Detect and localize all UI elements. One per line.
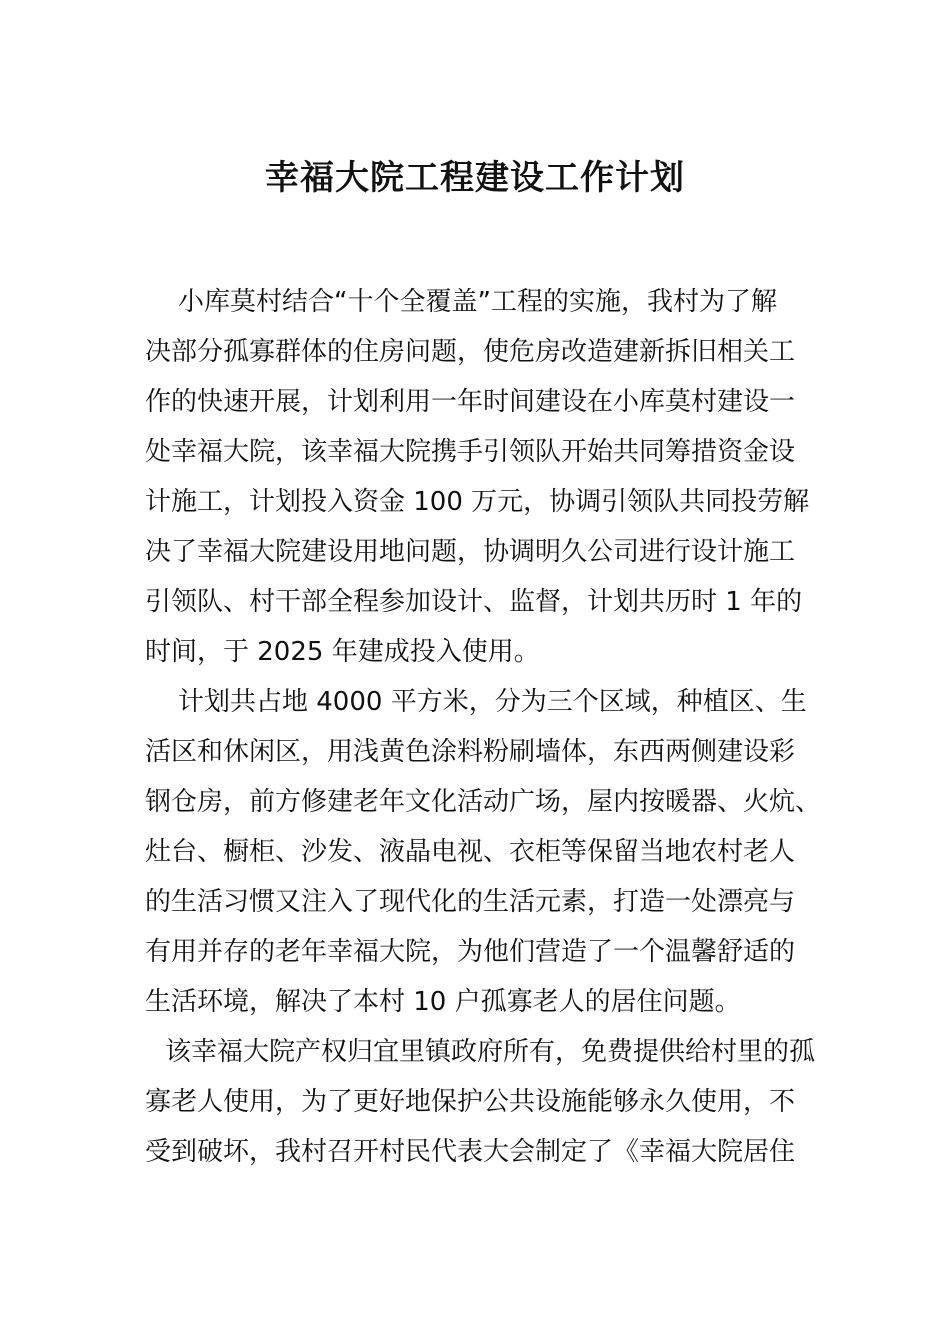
text-line: 计施工，计划投入资金 100 万元，协调引领队共同投劳解 xyxy=(145,487,810,517)
text-line: 引领队、村干部全程参加设计、监督，计划共历时 1 年的 xyxy=(145,587,803,617)
text-line: 的生活习惯又注入了现代化的生活元素，打造一处漂亮与 xyxy=(145,887,796,917)
text-line: 钢仓房，前方修建老年文化活动广场，屋内按暖器、火炕、 xyxy=(145,787,822,817)
text-line: 作的快速开展，计划利用一年时间建设在小库莫村建设一 xyxy=(145,387,796,417)
text-line: 处幸福大院，该幸福大院携手引领队开始共同筹措资金设 xyxy=(145,437,796,467)
text-line: 灶台、橱柜、沙发、液晶电视、衣柜等保留当地农村老人 xyxy=(145,837,796,867)
text-line: 有用并存的老年幸福大院，为他们营造了一个温馨舒适的 xyxy=(145,937,796,967)
text-line: 时间，于 2025 年建成投入使用。 xyxy=(145,637,540,667)
text-line: 生活环境，解决了本村 10 户孤寡老人的居住问题。 xyxy=(145,987,741,1017)
text-line: 寡老人使用，为了更好地保护公共设施能够永久使用，不 xyxy=(145,1087,796,1117)
document-title: 幸福大院工程建设工作计划 xyxy=(265,158,685,198)
text-line: 受到破坏，我村召开村民代表大会制定了《幸福大院居住 xyxy=(145,1137,796,1167)
text-line: 该幸福大院产权归宜里镇政府所有，免费提供给村里的孤 xyxy=(165,1037,816,1067)
text-line: 计划共占地 4000 平方米，分为三个区域，种植区、生 xyxy=(178,687,807,717)
text-line: 决部分孤寡群体的住房问题，使危房改造建新拆旧相关工 xyxy=(145,337,796,367)
text-line: 活区和休闲区，用浅黄色涂料粉刷墙体，东西两侧建设彩 xyxy=(145,737,796,767)
text-line: 决了幸福大院建设用地问题，协调明久公司进行设计施工 xyxy=(145,537,796,567)
text-line: 小库莫村结合“十个全覆盖”工程的实施，我村为了解 xyxy=(178,287,777,317)
